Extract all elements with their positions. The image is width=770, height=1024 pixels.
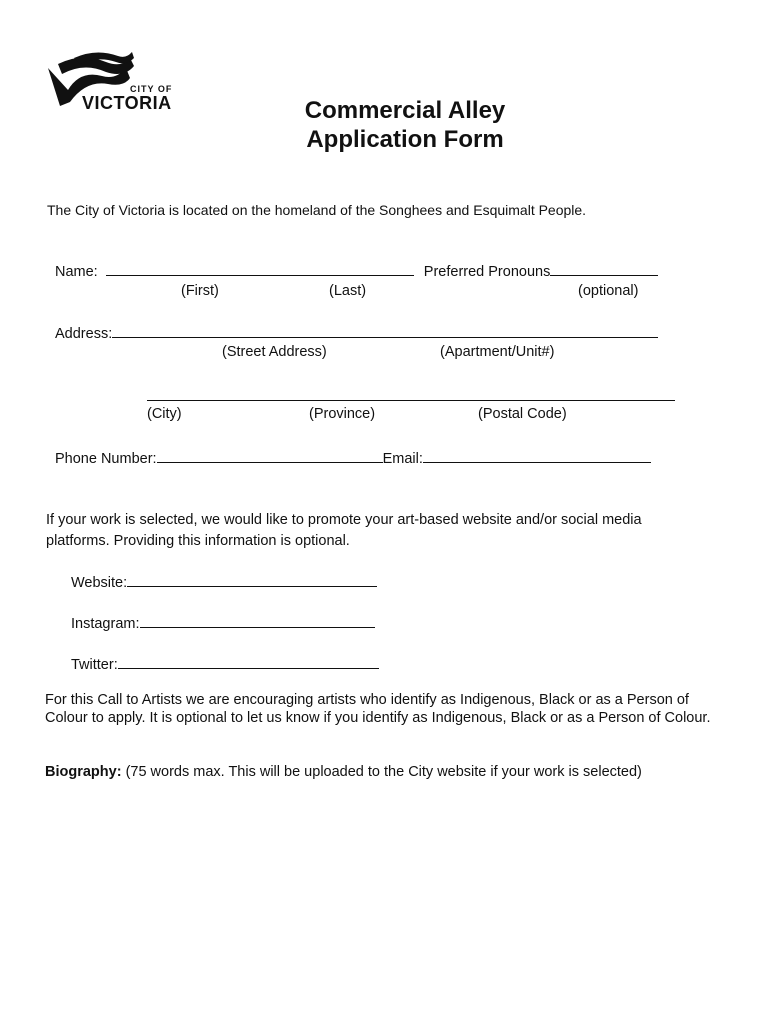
name-label: Name: [55, 264, 98, 280]
logo-city-of-text: CITY OF [130, 84, 173, 94]
phone-label: Phone Number: [55, 451, 157, 467]
name-row [55, 261, 658, 280]
website-field[interactable] [127, 572, 377, 587]
name-field[interactable] [106, 261, 414, 276]
pronouns-label: Preferred Pronouns [423, 264, 551, 280]
instagram-label: Instagram: [71, 616, 140, 632]
title-line-1: Commercial Alley [304, 97, 506, 124]
land-acknowledgement: The City of Victoria is located on the homeland of the Songhees and Esquimalt People. [47, 202, 587, 218]
biography-note: (75 words max. This will be uploaded to the City website if your work is selected) [125, 764, 642, 780]
city-hint: (City) [147, 406, 182, 422]
address-label: Address: [55, 326, 113, 342]
unit-hint: (Apartment/Unit#) [440, 344, 555, 360]
title-line-2: Application Form [306, 126, 504, 153]
biography-row [45, 764, 642, 780]
city-province-postal-field[interactable] [147, 386, 675, 401]
email-label: Email: [382, 451, 423, 467]
form-title [250, 96, 560, 154]
twitter-field[interactable] [118, 654, 379, 669]
logo-victoria-text: VICTORIA [82, 93, 172, 113]
promo-paragraph: If your work is selected, we would like to promote your art-based website and/or social media platforms. Providing this information is optional. [46, 512, 642, 549]
street-address-hint: (Street Address) [222, 344, 327, 360]
twitter-label: Twitter: [71, 657, 118, 673]
pronouns-field[interactable] [550, 261, 658, 276]
address-row [55, 323, 658, 342]
street-address-field[interactable] [112, 323, 658, 338]
email-field[interactable] [423, 448, 651, 463]
first-name-hint: (First) [181, 283, 219, 299]
phone-field[interactable] [157, 448, 383, 463]
province-hint: (Province) [309, 406, 376, 422]
contact-row [55, 448, 651, 467]
instagram-field[interactable] [140, 613, 375, 628]
website-row [71, 572, 377, 591]
website-label: Website: [71, 575, 128, 591]
twitter-row [71, 654, 379, 673]
last-name-hint: (Last) [329, 283, 367, 299]
postal-code-hint: (Postal Code) [478, 406, 567, 422]
identity-paragraph: For this Call to Artists we are encouraging artists who identify as Indigenous, Black or as a Person of Colour to apply. It is optional to let us know if you identify as Indigenous, Black or as a Person of Colour. [45, 692, 711, 726]
biography-label: Biography: [45, 764, 122, 780]
city-logo [46, 50, 186, 116]
pronouns-optional-hint: (optional) [578, 283, 639, 299]
instagram-row [71, 613, 375, 632]
